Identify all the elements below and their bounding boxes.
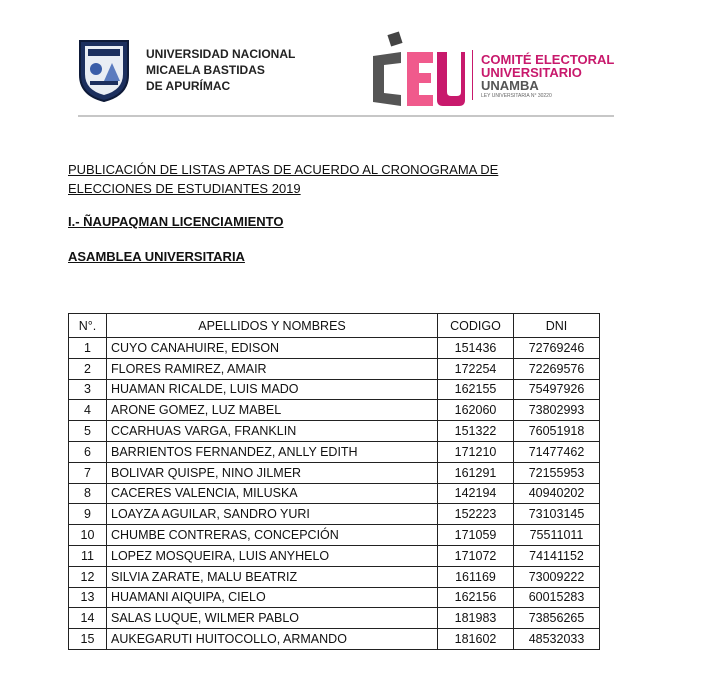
row-code: 181602 xyxy=(438,629,514,650)
row-dni: 76051918 xyxy=(514,421,600,442)
row-dni: 73856265 xyxy=(514,608,600,629)
university-name xyxy=(146,46,295,94)
university-seal-icon xyxy=(76,37,132,103)
row-name: CUYO CANAHUIRE, EDISON xyxy=(107,338,438,359)
row-name: CCARHUAS VARGA, FRANKLIN xyxy=(107,421,438,442)
row-name: BOLIVAR QUISPE, NINO JILMER xyxy=(107,462,438,483)
row-number: 2 xyxy=(69,358,107,379)
row-dni: 40940202 xyxy=(514,483,600,504)
table-row xyxy=(69,400,600,421)
title-line-1: PUBLICACIÓN DE LISTAS APTAS DE ACUERDO AL CRONOGRAMA DE xyxy=(68,162,499,177)
university-name-line-2: MICAELA BASTIDAS xyxy=(146,63,265,77)
title-line-2: ELECCIONES DE ESTUDIANTES 2019 xyxy=(68,181,301,196)
header-number: N°. xyxy=(69,314,107,338)
row-number: 9 xyxy=(69,504,107,525)
table-row xyxy=(69,504,600,525)
row-code: 152223 xyxy=(438,504,514,525)
table-row xyxy=(69,608,600,629)
table-row xyxy=(69,587,600,608)
logo-divider xyxy=(472,50,473,100)
document-header xyxy=(0,0,710,120)
section-heading: ASAMBLEA UNIVERSITARIA xyxy=(68,249,245,264)
row-name: HUAMAN RICALDE, LUIS MADO xyxy=(107,379,438,400)
row-name: SILVIA ZARATE, MALU BEATRIZ xyxy=(107,566,438,587)
row-code: 161291 xyxy=(438,462,514,483)
header-code: CODIGO xyxy=(438,314,514,338)
row-code: 162060 xyxy=(438,400,514,421)
row-code: 171210 xyxy=(438,441,514,462)
row-number: 13 xyxy=(69,587,107,608)
table-row xyxy=(69,421,600,442)
row-dni: 71477462 xyxy=(514,441,600,462)
row-name: CHUMBE CONTRERAS, CONCEPCIÓN xyxy=(107,525,438,546)
row-dni: 60015283 xyxy=(514,587,600,608)
table-row xyxy=(69,338,600,359)
row-dni: 72155953 xyxy=(514,462,600,483)
table-row xyxy=(69,629,600,650)
row-dni: 72269576 xyxy=(514,358,600,379)
table-row xyxy=(69,358,600,379)
row-number: 11 xyxy=(69,545,107,566)
row-name: HUAMANI AIQUIPA, CIELO xyxy=(107,587,438,608)
row-name: CACERES VALENCIA, MILUSKA xyxy=(107,483,438,504)
row-code: 171072 xyxy=(438,545,514,566)
row-dni: 48532033 xyxy=(514,629,600,650)
row-dni: 73009222 xyxy=(514,566,600,587)
row-code: 162155 xyxy=(438,379,514,400)
row-name: BARRIENTOS FERNANDEZ, ANLLY EDITH xyxy=(107,441,438,462)
row-number: 7 xyxy=(69,462,107,483)
row-dni: 75511011 xyxy=(514,525,600,546)
table-row xyxy=(69,441,600,462)
committee-line-1: COMITÉ ELECTORAL xyxy=(481,52,615,67)
row-name: LOAYZA AGUILAR, SANDRO YURI xyxy=(107,504,438,525)
row-name: LOPEZ MOSQUEIRA, LUIS ANYHELO xyxy=(107,545,438,566)
row-code: 161169 xyxy=(438,566,514,587)
row-dni: 75497926 xyxy=(514,379,600,400)
row-number: 12 xyxy=(69,566,107,587)
university-name-line-3: DE APURÍMAC xyxy=(146,79,231,93)
table-row xyxy=(69,525,600,546)
row-name: AUKEGARUTI HUITOCOLLO, ARMANDO xyxy=(107,629,438,650)
row-dni: 72769246 xyxy=(514,338,600,359)
table-row xyxy=(69,379,600,400)
row-code: 151322 xyxy=(438,421,514,442)
committee-name xyxy=(481,53,614,100)
table-row xyxy=(69,566,600,587)
table-header-row xyxy=(69,314,600,338)
row-code: 172254 xyxy=(438,358,514,379)
university-name-line-1: UNIVERSIDAD NACIONAL xyxy=(146,47,296,61)
table-row xyxy=(69,462,600,483)
document-title xyxy=(68,160,498,198)
row-dni: 74141152 xyxy=(514,545,600,566)
row-number: 5 xyxy=(69,421,107,442)
row-dni: 73103145 xyxy=(514,504,600,525)
header-name: APELLIDOS Y NOMBRES xyxy=(107,314,438,338)
row-number: 15 xyxy=(69,629,107,650)
row-name: SALAS LUQUE, WILMER PABLO xyxy=(107,608,438,629)
table-row xyxy=(69,483,600,504)
row-code: 171059 xyxy=(438,525,514,546)
row-code: 151436 xyxy=(438,338,514,359)
row-code: 162156 xyxy=(438,587,514,608)
row-name: FLORES RAMIREZ, AMAIR xyxy=(107,358,438,379)
list-heading: I.- ÑAUPAQMAN LICENCIAMIENTO xyxy=(68,214,284,229)
row-number: 14 xyxy=(69,608,107,629)
header-dni: DNI xyxy=(514,314,600,338)
header-divider xyxy=(78,115,614,117)
row-code: 181983 xyxy=(438,608,514,629)
committee-line-3: UNAMBA xyxy=(481,78,539,93)
candidates-table xyxy=(68,313,600,650)
law-reference: LEY UNIVERSITARIA N° 30220 xyxy=(481,93,552,99)
row-name: ARONE GOMEZ, LUZ MABEL xyxy=(107,400,438,421)
row-number: 8 xyxy=(69,483,107,504)
row-number: 6 xyxy=(69,441,107,462)
row-code: 142194 xyxy=(438,483,514,504)
row-number: 4 xyxy=(69,400,107,421)
row-number: 1 xyxy=(69,338,107,359)
table-body xyxy=(69,338,600,650)
row-dni: 73802993 xyxy=(514,400,600,421)
committee-line-2: UNIVERSITARIO xyxy=(481,65,582,80)
table-row xyxy=(69,545,600,566)
row-number: 10 xyxy=(69,525,107,546)
row-number: 3 xyxy=(69,379,107,400)
ceu-logo-icon xyxy=(367,30,465,110)
